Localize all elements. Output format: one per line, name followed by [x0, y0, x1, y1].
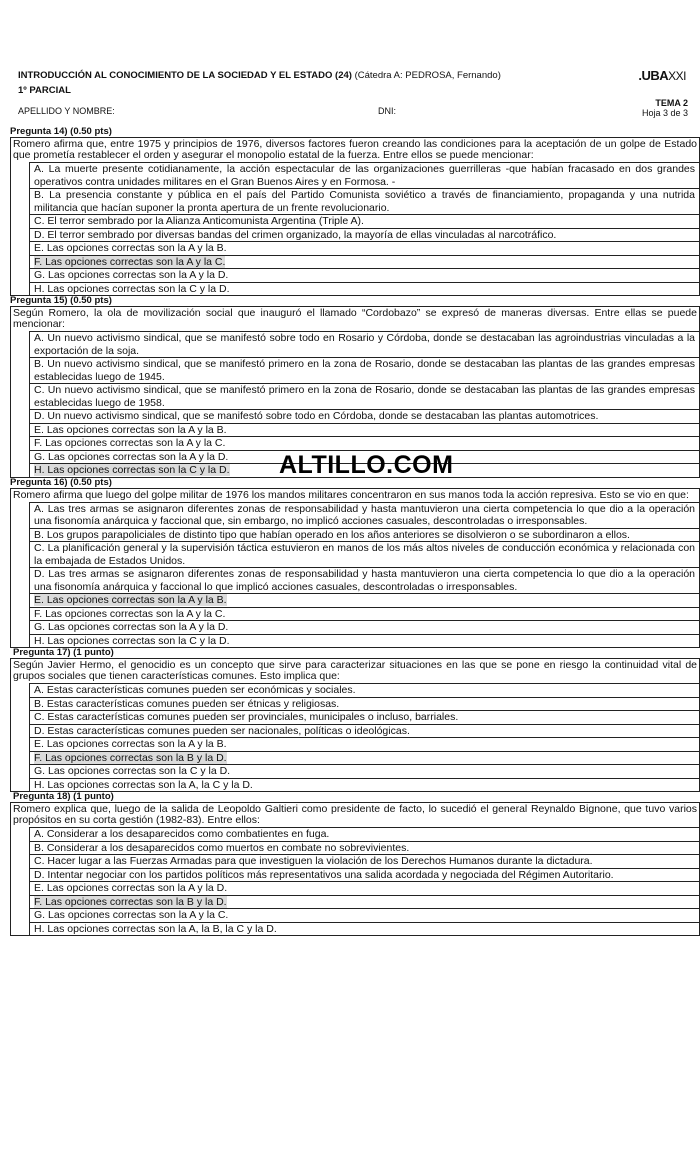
option-text: D. Un nuevo activismo sindical, que se manifestó sobre todo en Córdoba, donde se destacaban las plantas automotrices.: [34, 410, 599, 422]
option-text: C. Hacer lugar a las Fuerzas Armadas para que investiguen la violación de los Derechos Humanos durante la dictadura.: [34, 855, 593, 867]
question-18: [10, 792, 700, 936]
option-text: F. Las opciones correctas son la B y la D.: [34, 895, 227, 908]
question-stem: Romero explica que, luego de la salida de Leopoldo Galtieri como presidente de facto, lo sucedió el general Reynaldo Bignone, que tuvo varios propósitos en su corta gestión (1982-83). Entre ellos:: [10, 802, 700, 827]
option-text: C. El terror sembrado por la Alianza Anticomunista Argentina (Triple A).: [34, 215, 364, 227]
option-text: G. Las opciones correctas son la C y la D.: [34, 765, 231, 777]
option-b[interactable]: [29, 841, 699, 855]
option-text: C. Un nuevo activismo sindical, que se manifestó primero en la zona de Rosario, donde se destacaban las plantas de las grandes empresas establecidas luego de 1958.: [34, 384, 695, 409]
option-g[interactable]: [29, 268, 699, 282]
option-c[interactable]: [29, 214, 699, 228]
option-c[interactable]: [29, 383, 699, 409]
catedra-label: (Cátedra A: PEDROSA, Fernando): [354, 70, 501, 81]
logo-main: .UBA: [638, 68, 669, 83]
option-h[interactable]: [29, 778, 699, 792]
option-e[interactable]: [29, 593, 699, 607]
question-header: Pregunta 16) (0.50 pts): [10, 476, 112, 488]
option-text: H. Las opciones correctas son la C y la D.: [34, 464, 230, 476]
question-16: [10, 478, 700, 649]
option-text: D. Las tres armas se asignaron diferentes zonas de responsabilidad y hasta mantuvieron una cierta competencia lo que dio a la operación una fisonomía anárquica y faccional lo que implicó acciones casuales, descontroladas o irresponsables.: [34, 568, 695, 593]
option-text: B. Un nuevo activismo sindical, que se manifestó primero en la zona de Rosario, donde se destacaban las plantas de las grandes empresas establecidas luego de 1945.: [34, 358, 695, 383]
question-stem: Romero afirma que, entre 1975 y principios de 1976, diversos factores fueron creando las condiciones para la aceptación de un golpe de Estado que prometía restablecer el orden y asegurar el monopolio estatal de la fuerza. Entre ellos se puede mencionar:: [10, 137, 700, 162]
option-text: B. Estas características comunes pueden ser étnicas y religiosas.: [34, 697, 340, 710]
option-text: G. Las opciones correctas son la A y la D.: [34, 621, 229, 633]
option-text: F. Las opciones correctas son la A y la C.: [34, 255, 226, 268]
hoja-label: Hoja 3 de 3: [641, 108, 688, 118]
option-text: D. El terror sembrado por diversas bandas del crimen organizado, la mayoría de ellas vinculadas al narcotráfico.: [34, 228, 557, 241]
option-b[interactable]: [29, 697, 699, 711]
question-header: Pregunta 14) (0.50 pts): [10, 126, 112, 137]
question-header: Pregunta 17) (1 punto): [13, 647, 114, 658]
option-d[interactable]: [29, 567, 699, 593]
question-stem: Según Javier Hermo, el genocidio es un concepto que sirve para caracterizar situaciones en las que se pone en riesgo la continuidad vital de grupos sociales que tienen características comunes. Esto implica que:: [10, 658, 700, 683]
option-text: A. La muerte presente cotidianamente, la acción espectacular de las organizaciones guerrilleras -que habían fracasado en dos grandes operativos contra unidades militares en el Gran Buenos Aires y en Formosa. -: [34, 163, 695, 188]
option-d[interactable]: [29, 228, 699, 242]
exam-questions: [10, 127, 700, 936]
parcial-label: 1º PARCIAL: [18, 85, 71, 96]
option-a[interactable]: [29, 502, 699, 528]
option-f[interactable]: [29, 607, 699, 621]
option-text: F. Las opciones correctas son la B y la D.: [34, 751, 227, 764]
logo-suffix: XXI: [668, 69, 686, 83]
watermark: ALTILLO.COM: [279, 451, 454, 479]
option-text: B. Considerar a los desaparecidos como muertos en combate no sobrevivientes.: [34, 841, 410, 854]
option-text: B. La presencia constante y pública en el país del Partido Comunista soviético a través de financiamiento, propaganda y una nutrida militancia que hacían suponer la pronta apertura de un frente revolucionario.: [34, 189, 695, 214]
option-text: A. Estas características comunes pueden ser económicas y sociales.: [34, 684, 356, 696]
options-list: [10, 502, 700, 649]
option-text: H. Las opciones correctas son la A, la B, la C y la D.: [34, 922, 277, 935]
option-f[interactable]: [29, 895, 699, 909]
option-b[interactable]: [29, 357, 699, 383]
option-b[interactable]: [29, 188, 699, 214]
option-h[interactable]: [29, 634, 699, 648]
exam-header: [18, 68, 694, 118]
option-e[interactable]: [29, 423, 699, 437]
option-d[interactable]: [29, 409, 699, 423]
options-list: [10, 162, 700, 296]
option-e[interactable]: [29, 881, 699, 895]
question-stem: Según Romero, la ola de movilización social que inauguró el llamado “Cordobazo” se expresó de maneras diversas. Entre ellas se puede mencionar:: [10, 306, 700, 331]
option-a[interactable]: [29, 162, 699, 188]
option-text: E. Las opciones correctas son la A y la B.: [34, 594, 227, 606]
option-text: B. Los grupos parapoliciales de distinto tipo que habían operado en los años anteriores se disolvieron o se subordinaron a ellos.: [34, 528, 630, 541]
option-c[interactable]: [29, 854, 699, 868]
option-a[interactable]: [29, 331, 699, 357]
option-f[interactable]: [29, 255, 699, 269]
options-list: [10, 683, 700, 792]
apellido-label: APELLIDO Y NOMBRE:: [18, 106, 115, 116]
uba-xxi-logo: [638, 68, 686, 83]
option-text: F. Las opciones correctas son la A y la C.: [34, 607, 226, 620]
option-g[interactable]: [29, 908, 699, 922]
option-text: D. Estas características comunes pueden ser nacionales, políticas o ideológicas.: [34, 724, 410, 737]
option-text: D. Intentar negociar con los partidos políticos más representativos una salida acordada y negociada del Régimen Autoritario.: [34, 868, 614, 881]
option-text: H. Las opciones correctas son la C y la D.: [34, 634, 230, 647]
option-h[interactable]: [29, 282, 699, 296]
option-text: F. Las opciones correctas son la A y la C.: [34, 437, 226, 449]
option-c[interactable]: [29, 541, 699, 567]
option-f[interactable]: [29, 436, 699, 450]
question-14: [10, 127, 700, 296]
option-a[interactable]: [29, 827, 699, 841]
option-text: C. Estas características comunes pueden ser provinciales, municipales o incluso, barriales.: [34, 711, 459, 723]
option-text: H. Las opciones correctas son la C y la D.: [34, 282, 230, 295]
option-text: G. Las opciones correctas son la A y la D.: [34, 450, 229, 463]
option-c[interactable]: [29, 710, 699, 724]
option-text: H. Las opciones correctas son la A, la C y la D.: [34, 778, 253, 791]
options-list: [10, 827, 700, 936]
option-h[interactable]: [29, 922, 699, 936]
option-text: G. Las opciones correctas son la A y la D.: [34, 269, 229, 281]
question-header: Pregunta 18) (1 punto): [13, 791, 114, 802]
option-text: A. Un nuevo activismo sindical, que se manifestó sobre todo en Rosario y Córdoba, donde se destacaban las agroindustrias vinculadas a la exportación de la soja.: [34, 332, 695, 357]
question-17: [10, 648, 700, 792]
option-f[interactable]: [29, 751, 699, 765]
question-header: Pregunta 15) (0.50 pts): [10, 295, 112, 306]
course-name: INTRODUCCIÓN AL CONOCIMIENTO DE LA SOCIEDAD Y EL ESTADO (24): [18, 70, 352, 81]
question-stem: Romero afirma que luego del golpe militar de 1976 los mandos militares concentraron en sus manos toda la acción represiva. Esto se vio en que:: [10, 488, 700, 502]
option-e[interactable]: [29, 241, 699, 255]
option-b[interactable]: [29, 528, 699, 542]
tema-block: [642, 98, 688, 118]
option-text: C. La planificación general y la supervisión táctica estuvieron en manos de los más altos niveles de conducción económica y relacionada con la embajada de Estados Unidos.: [34, 542, 695, 567]
option-text: E. Las opciones correctas son la A y la D.: [34, 882, 228, 894]
course-title: [18, 70, 694, 81]
option-text: A. Considerar a los desaparecidos como combatientes en fuga.: [34, 828, 330, 840]
dni-label: DNI:: [378, 106, 396, 116]
option-e[interactable]: [29, 737, 699, 751]
option-d[interactable]: [29, 724, 699, 738]
option-a[interactable]: [29, 683, 699, 697]
option-text: A. Las tres armas se asignaron diferentes zonas de responsabilidad y hasta mantuvieron una cierta competencia lo que dio a la operación una fisonomía anárquica y faccional que, sin embargo, no implicó acciones casuales, descontroladas o irresponsables.: [34, 502, 695, 527]
option-g[interactable]: [29, 764, 699, 778]
tema-label: TEMA 2: [655, 98, 688, 108]
option-text: G. Las opciones correctas son la A y la C.: [34, 909, 229, 921]
option-d[interactable]: [29, 868, 699, 882]
option-text: E. Las opciones correctas son la A y la B.: [34, 738, 227, 750]
option-text: E. Las opciones correctas son la A y la B.: [34, 423, 227, 436]
option-text: E. Las opciones correctas son la A y la B.: [34, 242, 227, 254]
option-g[interactable]: [29, 620, 699, 634]
